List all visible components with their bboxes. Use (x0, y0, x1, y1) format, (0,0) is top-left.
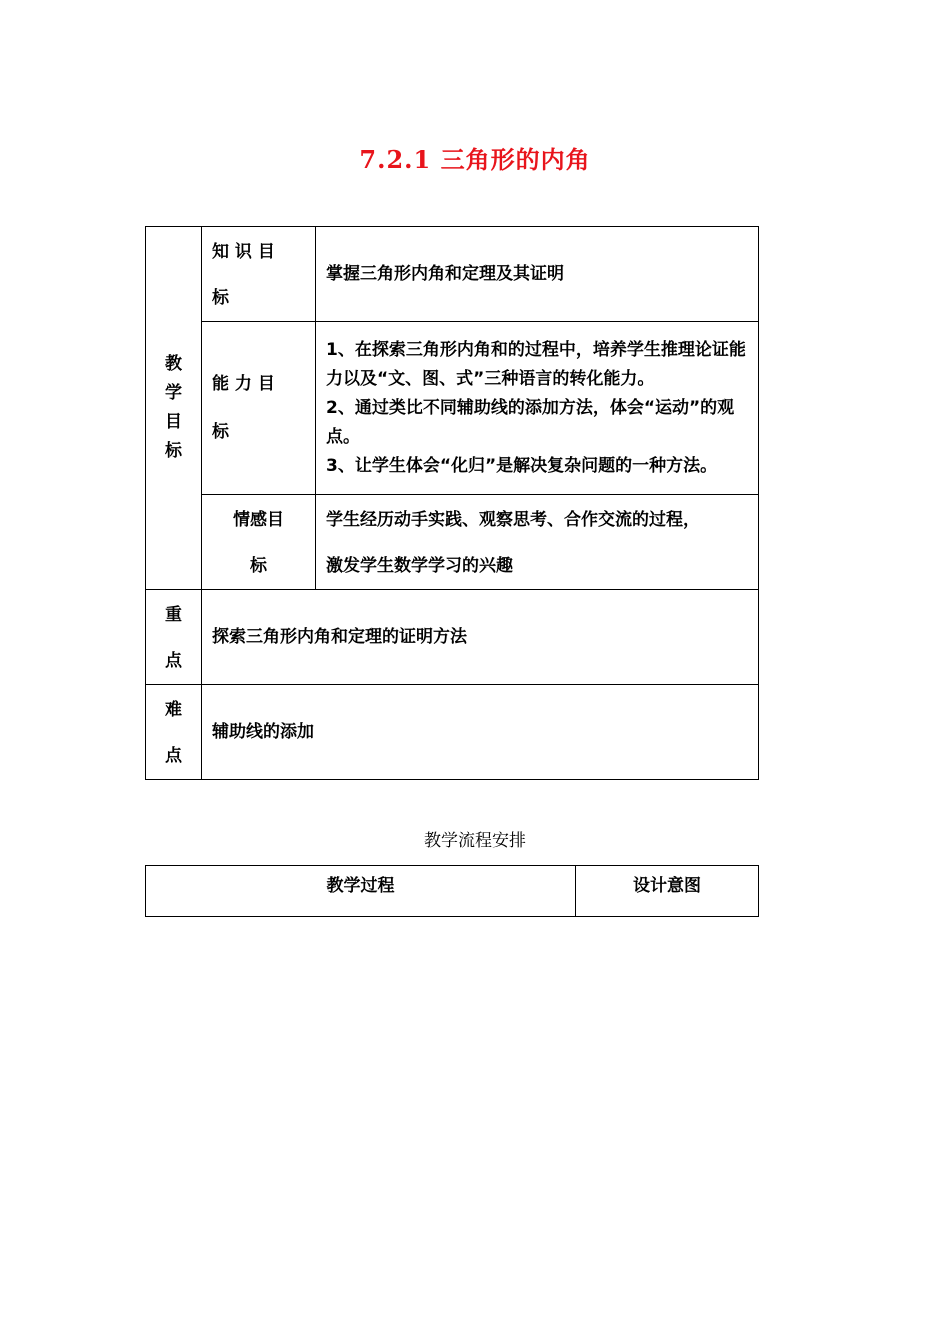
ability-goal-content (316, 322, 759, 495)
teaching-process-header: 教学过程 (146, 866, 576, 917)
knowledge-goal-label (202, 227, 316, 322)
label-line: 知 识 目 (212, 242, 275, 262)
key-point-label (146, 590, 202, 685)
key-point-content: 探索三角形内角和定理的证明方法 (202, 590, 759, 685)
design-intent-header: 设计意图 (576, 866, 759, 917)
knowledge-goal-content: 掌握三角形内角和定理及其证明 (316, 227, 759, 322)
label-line: 标 (212, 422, 229, 442)
ability-item-2: 2、通过类比不同辅助线的添加方法，体会“运动”的观点。 (326, 397, 735, 447)
content-line: 激发学生数学学习的兴趣 (326, 556, 513, 576)
label-char: 学 (165, 383, 182, 403)
emotion-goal-label (202, 495, 316, 590)
objectives-table (145, 226, 759, 780)
difficulty-content: 辅助线的添加 (202, 685, 759, 780)
label-line: 标 (250, 556, 267, 576)
difficulty-label (146, 685, 202, 780)
label-char: 难 (165, 700, 182, 720)
label-line: 标 (212, 288, 229, 308)
label-char: 目 (165, 412, 182, 432)
key-point-row (146, 590, 759, 685)
difficulty-row (146, 685, 759, 780)
label-char: 教 (165, 354, 182, 374)
label-char: 重 (165, 605, 182, 625)
ability-goal-label (202, 322, 316, 495)
content-line: 学生经历动手实践、观察思考、合作交流的过程， (326, 510, 700, 530)
label-char: 点 (165, 651, 182, 671)
emotion-goal-content (316, 495, 759, 590)
label-char: 标 (165, 441, 182, 461)
flow-header-row (146, 866, 759, 917)
teaching-goals-label (146, 227, 202, 590)
ability-row (146, 322, 759, 495)
section-title: 教学流程安排 (424, 831, 526, 851)
flow-table (145, 865, 759, 917)
emotion-row (146, 495, 759, 590)
document-title: 7.2.1 三角形的内角 (359, 145, 591, 174)
knowledge-row (146, 227, 759, 322)
label-line: 情感目 (233, 510, 284, 530)
ability-item-3: 3、让学生体会“化归”是解决复杂问题的一种方法。 (326, 455, 718, 476)
label-char: 点 (165, 746, 182, 766)
label-line: 能 力 目 (212, 374, 275, 394)
ability-item-1: 1、在探索三角形内角和的过程中，培养学生推理论证能力以及“文、图、式”三种语言的转化能力。 (326, 339, 746, 389)
